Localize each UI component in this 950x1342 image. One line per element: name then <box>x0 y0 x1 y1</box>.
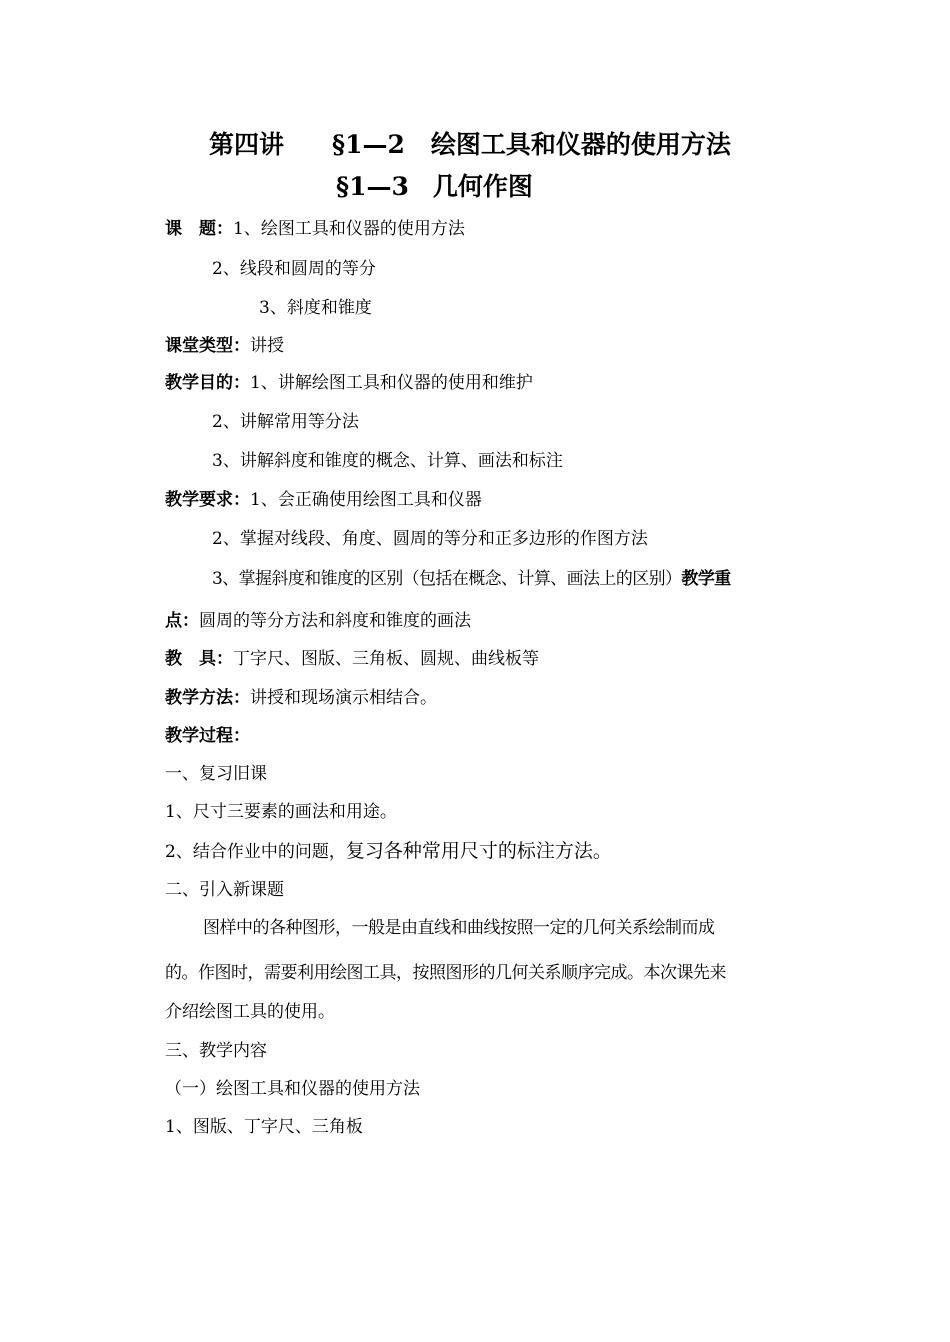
class-type-label: 课堂类型： <box>165 336 250 356</box>
key-points-label-part-2: 点： <box>165 611 199 631</box>
requirements-label: 教学要求： <box>165 490 250 510</box>
method-value: 讲授和现场演示相结合。 <box>250 688 437 708</box>
requirements-item-1: 1、会正确使用绘图工具和仪器 <box>250 490 482 510</box>
class-type-value: 讲授 <box>250 336 284 356</box>
title-line-2 <box>336 171 533 203</box>
tools-value: 丁字尺、图版、三角板、圆规、曲线板等 <box>233 649 539 669</box>
section-number-1: §1—2 <box>332 130 405 159</box>
requirements-item-3: 3、掌握斜度和锥度的区别（包括在概念、计算、画法上的区别） <box>212 569 682 589</box>
intro-heading: 二、引入新课题 <box>165 880 284 900</box>
content-heading: 三、教学内容 <box>165 1041 267 1061</box>
content-subheading-1: （一）绘图工具和仪器的使用方法 <box>165 1079 420 1099</box>
key-points-value: 圆周的等分方法和斜度和锥度的画法 <box>199 611 471 631</box>
intro-paragraph-line-2: 的。作图时，需要利用绘图工具，按照图形的几何关系顺序完成。本次课先来 <box>165 963 726 983</box>
title-line-1 <box>209 129 731 161</box>
goals-label: 教学目的： <box>165 373 250 393</box>
section-number-2: §1—3 <box>336 172 409 201</box>
method-row <box>165 687 437 709</box>
requirements-row <box>165 489 482 511</box>
review-item-2 <box>165 840 612 863</box>
content-sub1-item-1: 1、图版、丁字尺、三角板 <box>165 1117 363 1137</box>
topic-item-1: 1、绘图工具和仪器的使用方法 <box>233 219 465 239</box>
goals-item-3: 3、讲解斜度和锥度的概念、计算、画法和标注 <box>212 451 563 471</box>
requirements-item-2: 2、掌握对线段、角度、圆周的等分和正多边形的作图方法 <box>212 529 648 549</box>
tools-row <box>165 648 539 670</box>
goals-item-2: 2、讲解常用等分法 <box>212 412 359 432</box>
review-item-1: 1、尺寸三要素的画法和用途。 <box>165 802 397 822</box>
intro-paragraph-line-3: 介绍绘图工具的使用。 <box>165 1002 335 1022</box>
key-points-row <box>165 610 471 632</box>
section-title-1: 绘图工具和仪器的使用方法 <box>430 130 731 159</box>
goals-item-1: 1、讲解绘图工具和仪器的使用和维护 <box>250 373 533 393</box>
process-label: 教学过程： <box>165 726 250 746</box>
key-points-label-part-1: 教学重 <box>681 569 731 589</box>
lecture-number: 第四讲 <box>209 130 285 159</box>
topic-item-3: 3、斜度和锥度 <box>259 298 372 318</box>
section-title-2: 几何作图 <box>432 172 533 201</box>
topic-item-2: 2、线段和圆周的等分 <box>212 259 376 279</box>
intro-paragraph-line-1: 图样中的各种图形，一般是由直线和曲线按照一定的几何关系绘制而成 <box>203 918 715 938</box>
tools-label: 教 具： <box>165 649 233 669</box>
topic-row <box>165 218 465 240</box>
topic-label: 课 题： <box>165 219 233 239</box>
method-label: 教学方法： <box>165 688 250 708</box>
class-type-row <box>165 335 284 357</box>
review-item-2-part-a: 2、结合作业中的问题， <box>165 842 346 862</box>
requirements-item-3-row <box>212 568 731 590</box>
review-heading: 一、复习旧课 <box>165 764 267 784</box>
goals-row <box>165 372 533 394</box>
review-item-2-part-b: 复习各种常用尺寸的标注方法。 <box>345 840 612 862</box>
